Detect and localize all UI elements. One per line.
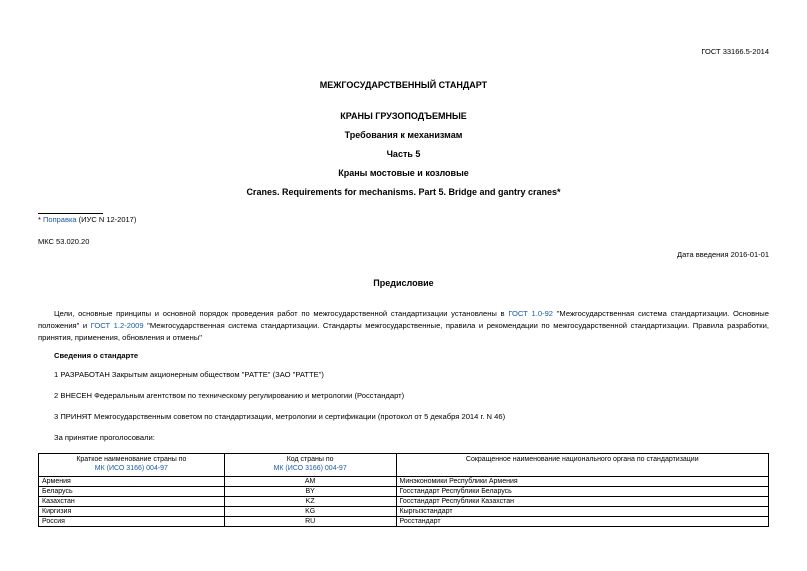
preface-heading: Предисловие (373, 278, 434, 288)
info-item-submitted: 2 ВНЕСЕН Федеральным агентством по техническому регулированию и метрологии (Росстандарт) (54, 391, 405, 400)
footnote (38, 215, 136, 224)
footnote-rest: (ИУС N 12-2017) (76, 215, 137, 224)
header-country-standard-link[interactable]: МК (ИСО 3166) 004-97 (94, 464, 168, 472)
table-row (39, 487, 769, 497)
info-item-adopted: 3 ПРИНЯТ Межгосударственным советом по стандартизации, метрологии и сертификации (протокол от 5 декабря 2014 г. N 46) (54, 412, 506, 421)
voting-countries-table (38, 453, 769, 527)
info-heading: Сведения о стандарте (54, 351, 139, 360)
header-country-code: Код страны по МК (ИСО 3166) 004-97 (224, 454, 396, 477)
title-english: Cranes. Requirements for mechanisms. Part 5. Bridge and gantry cranes* (246, 187, 561, 197)
cell-country: Киргизия (39, 507, 225, 517)
cell-country: Армения (39, 477, 225, 487)
title-line-1: КРАНЫ ГРУЗОПОДЪЕМНЫЕ (340, 111, 467, 121)
gost-1-0-92-link[interactable]: ГОСТ 1.0-92 (508, 309, 554, 318)
table-row (39, 497, 769, 507)
title-line-4: Краны мостовые и козловые (338, 168, 469, 178)
table-header-row (39, 454, 769, 477)
title-line-2: Требования к механизмам (344, 130, 463, 140)
table-row (39, 477, 769, 487)
title-line-3: Часть 5 (386, 149, 421, 159)
cell-country: Беларусь (39, 487, 225, 497)
info-item-developed: 1 РАЗРАБОТАН Закрытым акционерным обществом "РАТТЕ" (ЗАО "РАТТЕ") (54, 370, 324, 379)
cell-code: KZ (224, 497, 396, 507)
gost-1-2-2009-link[interactable]: ГОСТ 1.2-2009 (90, 321, 144, 330)
footnote-amendment-link[interactable]: Поправка (43, 215, 77, 224)
standard-type: МЕЖГОСУДАРСТВЕННЫЙ СТАНДАРТ (319, 80, 488, 90)
table-row (39, 517, 769, 527)
header-code-standard-link[interactable]: МК (ИСО 3166) 004-97 (273, 464, 347, 472)
cell-body: Госстандарт Республики Казахстан (396, 497, 768, 507)
cell-code: BY (224, 487, 396, 497)
document-number: ГОСТ 33166.5-2014 (701, 47, 769, 56)
cell-code: AM (224, 477, 396, 487)
cell-code: RU (224, 517, 396, 527)
mks-code: МКС 53.020.20 (38, 237, 90, 246)
cell-body: Минэкономики Республики Армения (396, 477, 768, 487)
cell-body: Росстандарт (396, 517, 768, 527)
footnote-star: * (38, 215, 44, 224)
header-country-name: Краткое наименование страны по МК (ИСО 3166) 004-97 (39, 454, 225, 477)
vote-label: За принятие проголосовали: (54, 433, 155, 442)
cell-body: Госстандарт Республики Беларусь (396, 487, 768, 497)
cell-country: Россия (39, 517, 225, 527)
table-row (39, 507, 769, 517)
footnote-separator (38, 213, 103, 214)
cell-code: KG (224, 507, 396, 517)
header-national-body: Сокращенное наименование национального органа по стандартизации (396, 454, 768, 477)
intro-date: Дата введения 2016-01-01 (677, 250, 769, 259)
cell-country: Казахстан (39, 497, 225, 507)
preface-text-c: "Межгосударственная система стандартизации. Стандарты межгосударственные, правила и рекомендации по межгосударственной стандартизации. Правила разработки, принятия, применения, обновления и отмены" (38, 321, 769, 342)
cell-body: Кыргызстандарт (396, 507, 768, 517)
preface-text-b: "Межгосударственная система стандартизации. Основные положения" и (38, 309, 769, 330)
preface-text-a: Цели, основные принципы и основной порядок проведения работ по межгосударственной стандартизации установлены в (54, 309, 509, 318)
preface-paragraph (38, 308, 769, 344)
